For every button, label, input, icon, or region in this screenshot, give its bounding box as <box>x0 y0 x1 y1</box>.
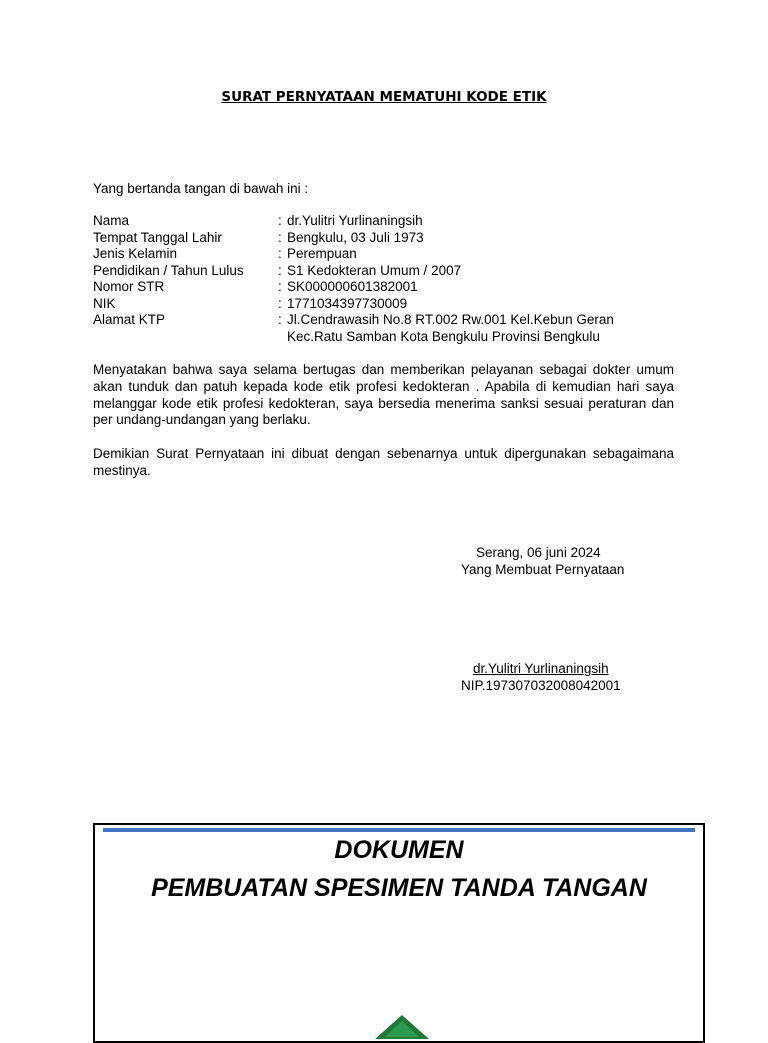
field-colon: : <box>278 262 282 278</box>
field-row-ttl <box>93 230 653 247</box>
field-row-address <box>93 312 653 345</box>
field-label: Nama <box>93 213 130 228</box>
field-value: S1 Kedokteran Umum / 2007 <box>287 262 462 278</box>
field-colon: : <box>278 246 282 261</box>
signer-name: dr.Yulitri Yurlinaningsih <box>473 661 609 676</box>
field-value: Perempuan <box>287 246 357 261</box>
statement-paragraph: Menyatakan bahwa saya selama bertugas dan memberikan pelayanan sebagai dokter umum akan tunduk dan patuh kepada kode etik profesi kedokteran . Apabila di kemudian hari saya melanggar kode etik profesi kedokteran, saya bersedia menerima sanksi sesuai peraturan dan per undang-undangan yang berlaku. <box>93 362 674 428</box>
field-row-nik <box>93 296 653 313</box>
signer-caption: Yang Membuat Pernyataan <box>461 562 625 577</box>
field-label: NIK <box>93 295 116 311</box>
specimen-document-box <box>93 823 705 1043</box>
field-colon: : <box>278 229 282 245</box>
field-label: Jenis Kelamin <box>93 246 178 261</box>
place-date: Serang, 06 juni 2024 <box>476 545 601 560</box>
box-title-line-1: DOKUMEN <box>334 836 464 864</box>
field-value: Bengkulu, 03 Juli 1973 <box>287 229 424 245</box>
field-colon: : <box>278 213 282 228</box>
address-line-1: Jl.Cendrawasih No.8 RT.002 Rw.001 Kel.Kebun Geran <box>287 312 614 327</box>
intro-text: Yang bertanda tangan di bawah ini : <box>93 181 309 196</box>
field-row-str <box>93 279 653 296</box>
address-line-2: Kec.Ratu Samban Kota Bengkulu Provinsi Bengkulu <box>287 328 600 344</box>
document-title: SURAT PERNYATAAN MEMATUHI KODE ETIK <box>221 89 547 105</box>
field-colon: : <box>278 279 282 294</box>
box-title-line-2: PEMBUATAN SPESIMEN TANDA TANGAN <box>151 874 647 902</box>
field-value: 1771034397730009 <box>287 295 408 311</box>
field-colon: : <box>278 312 282 327</box>
closing-paragraph: Demikian Surat Pernyataan ini dibuat dengan sebenarnya untuk dipergunakan sebagaimana mestinya. <box>93 446 674 478</box>
field-value: SK000000601382001 <box>287 279 418 294</box>
field-label: Tempat Tanggal Lahir <box>93 229 222 245</box>
accent-bar <box>103 828 695 832</box>
field-label: Alamat KTP <box>93 312 166 327</box>
field-value: dr.Yulitri Yurlinaningsih <box>287 213 423 228</box>
signer-nip: NIP.197307032008042001 <box>461 678 621 693</box>
field-row-gender <box>93 246 653 263</box>
field-colon: : <box>278 295 282 311</box>
green-emblem-icon <box>367 1011 437 1043</box>
field-row-education <box>93 263 653 280</box>
field-value-address <box>287 312 653 345</box>
field-row-nama <box>93 213 653 230</box>
field-label: Pendidikan / Tahun Lulus <box>93 262 244 278</box>
field-label: Nomor STR <box>93 279 165 294</box>
identity-fields <box>93 213 653 345</box>
